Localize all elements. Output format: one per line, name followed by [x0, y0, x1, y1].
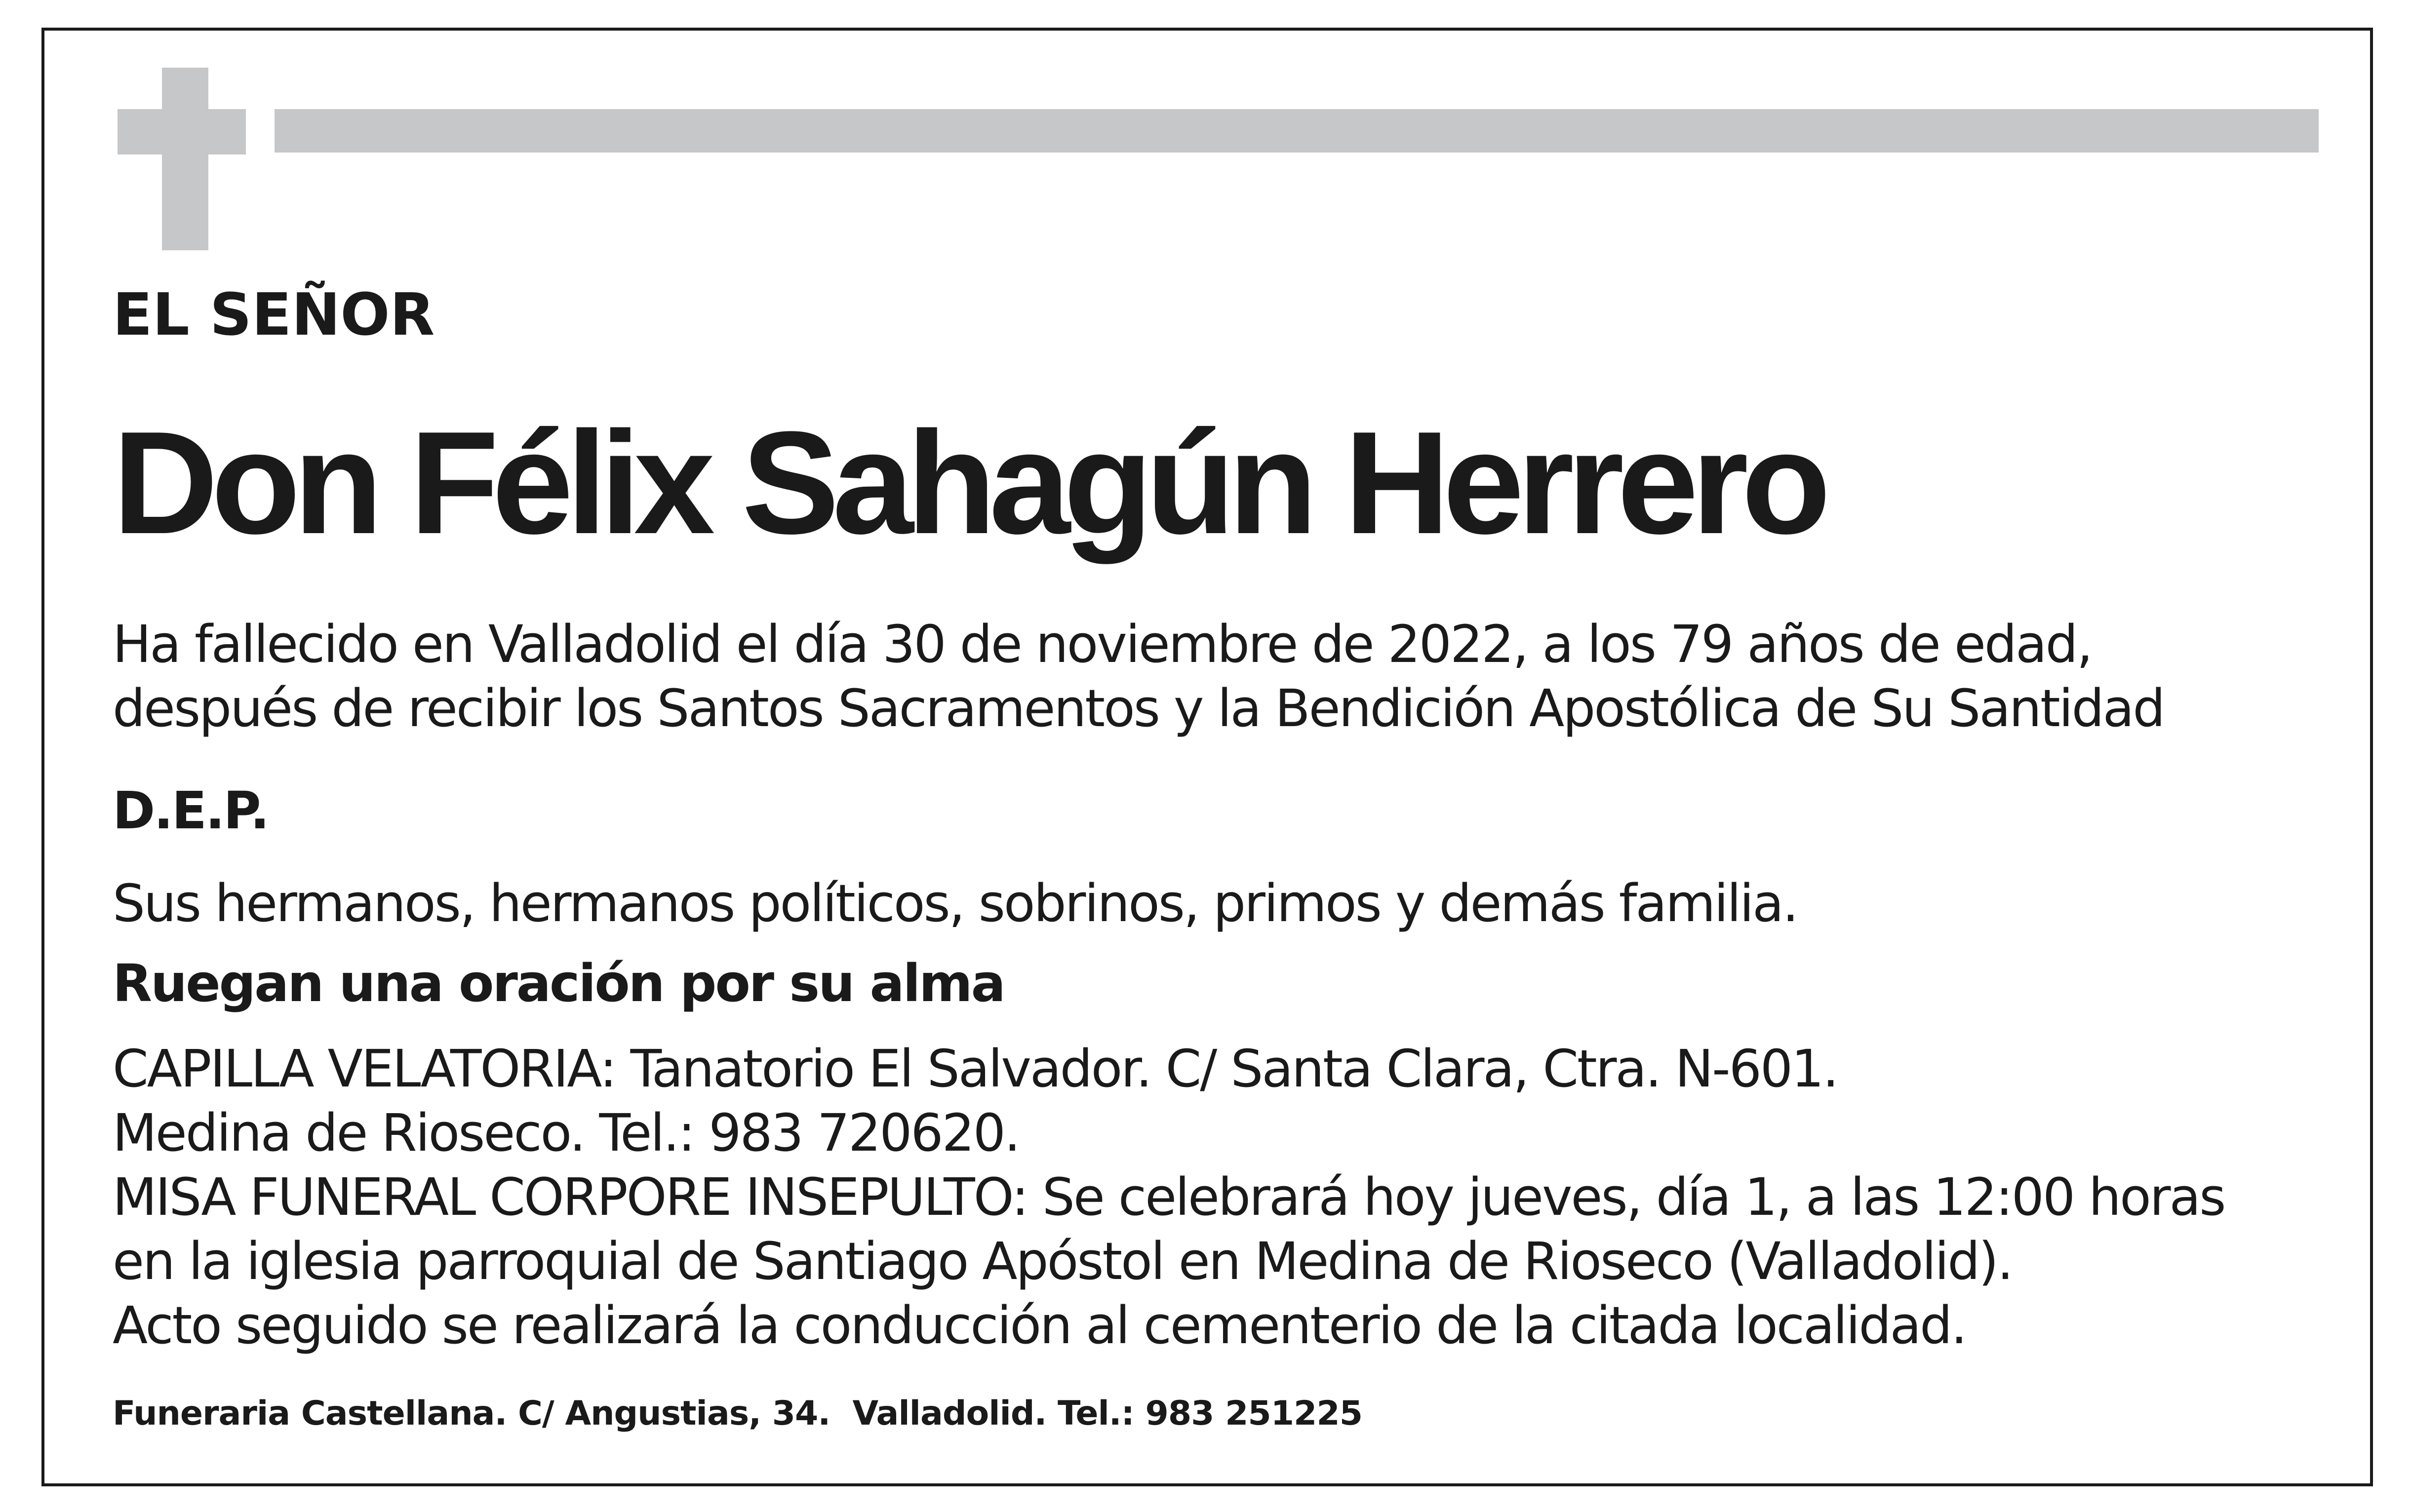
deceased-name: Don Félix Sahagún Herrero [113, 401, 1824, 564]
prayer-request: Ruegan una oración por su alma [113, 953, 1004, 1013]
announcement-line: Ha fallecido en Valladolid el día 30 de noviembre de 2022, a los 79 años de edad, [113, 614, 2092, 674]
details-line: en la iglesia parroquial de Santiago Apóstol en Medina de Rioseco (Valladolid). [113, 1231, 2012, 1291]
dep-text: D.E.P. [113, 780, 269, 841]
cross-vertical-bar [162, 68, 208, 250]
funeral-home-footer: Funeraria Castellana. C/ Angustias, 34. Valladolid. Tel.: 983 251225 [113, 1394, 1363, 1433]
header-rule [275, 109, 2319, 153]
family-text: Sus hermanos, hermanos políticos, sobrinos, primos y demás familia. [113, 873, 1797, 933]
announcement-paragraph [113, 612, 2164, 740]
announcement-line: después de recibir los Santos Sacramentos y la Bendición Apostólica de Su Santidad [113, 678, 2164, 738]
details-line: MISA FUNERAL CORPORE INSEPULTO: Se celebrará hoy jueves, día 1, a las 12:00 horas [113, 1167, 2225, 1227]
cross-horizontal-bar [118, 109, 246, 155]
service-details [113, 1037, 2224, 1357]
details-line: Acto seguido se realizará la conducción al cementerio de la citada localidad. [113, 1295, 1966, 1356]
details-line: CAPILLA VELATORIA: Tanatorio El Salvador. C/ Santa Clara, Ctra. N-601. [113, 1039, 1838, 1099]
details-line: Medina de Rioseco. Tel.: 983 720620. [113, 1103, 1019, 1163]
notice-heading: EL SEÑOR [113, 280, 435, 349]
